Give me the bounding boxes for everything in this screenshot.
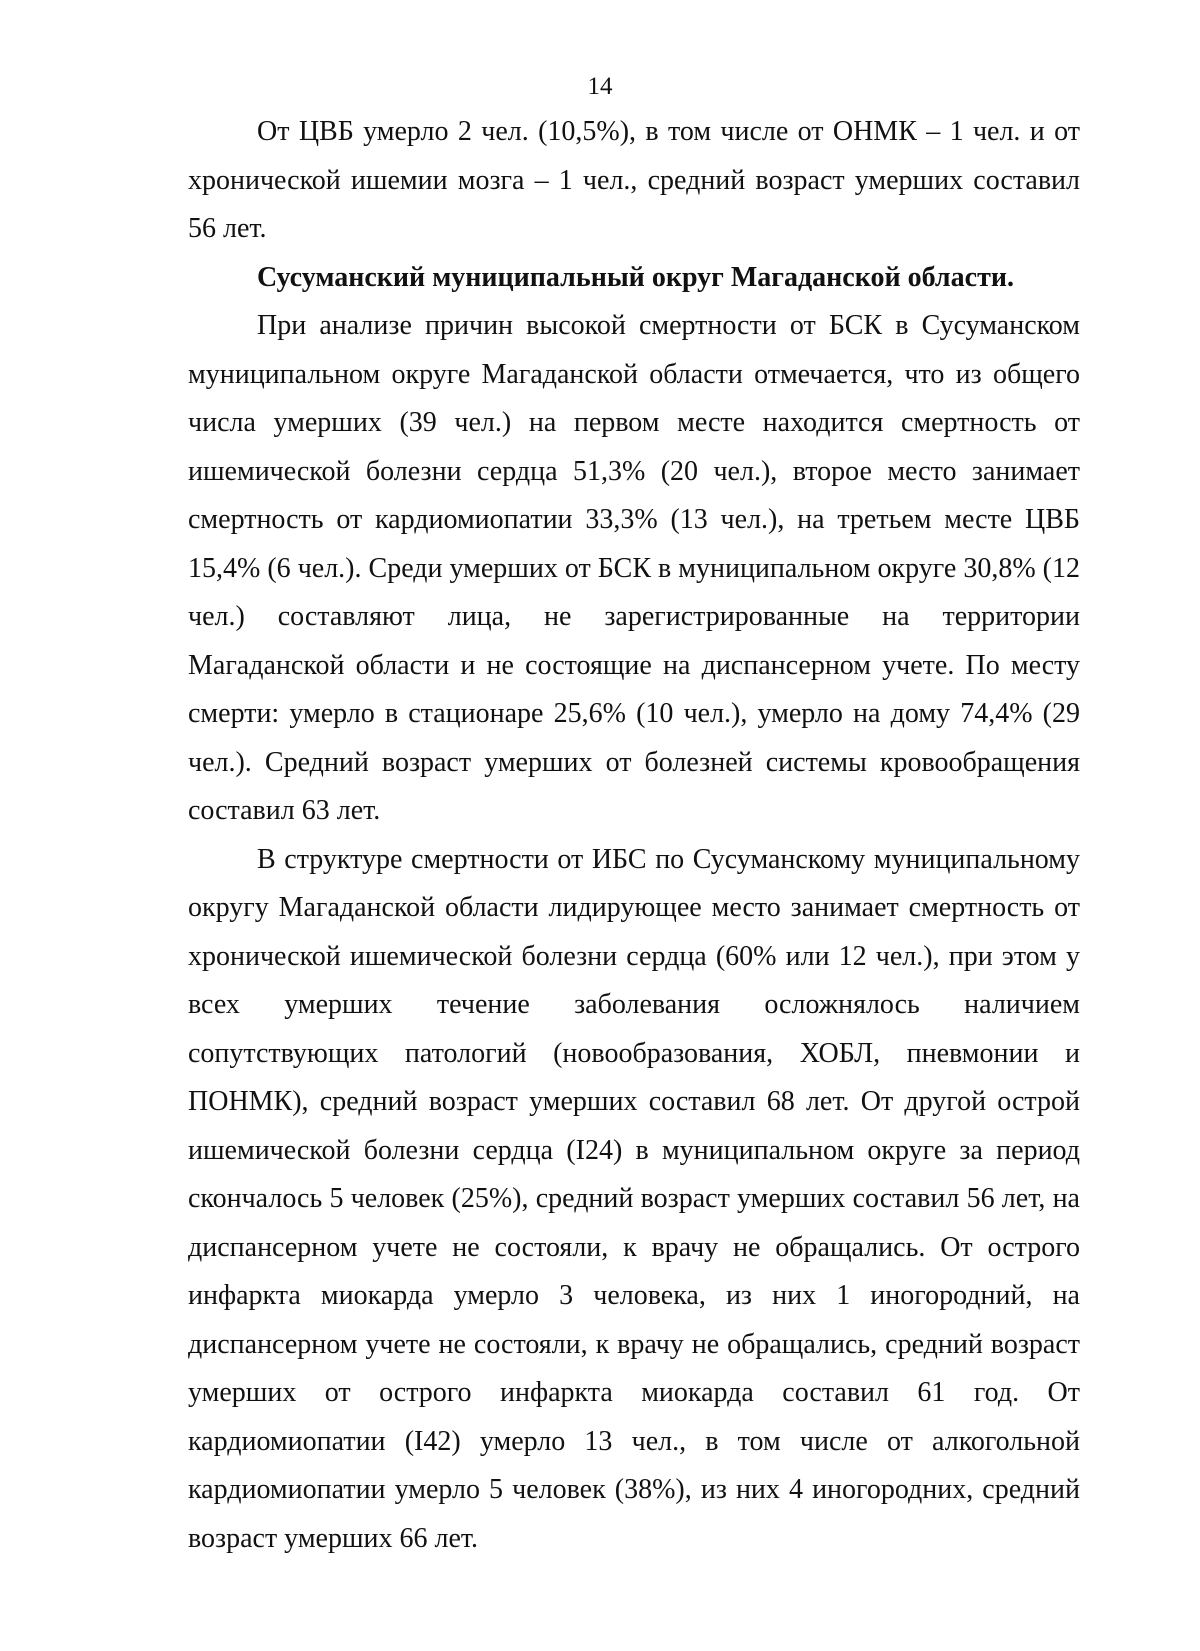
document-body (188, 108, 1080, 1563)
page-number: 14 (587, 73, 613, 100)
paragraph-cvb-deaths: От ЦВБ умерло 2 чел. (10,5%), в том числе от ОНМК – 1 чел. и от хронической ишемии мозга – 1 чел., средний возраст умерших составил 56 лет. (188, 116, 1080, 244)
section-heading: Сусуманский муниципальный округ Магаданской области. (257, 261, 1014, 293)
paragraph-mortality-analysis: При анализе причин высокой смертности от БСК в Сусуманском муниципальном округе Магаданской области отмечается, что из общего числа умерших (39 чел.) на первом месте находится смертность от ишемической болезни сердца 51,3% (20 чел.), второе место занимает смертность от кардиомиопатии 33,3% (13 чел.), на третьем месте ЦВБ 15,4% (6 чел.). Среди умерших от БСК в муниципальном округе 30,8% (12 чел.) составляют лица, не зарегистрированные на территории Магаданской области и не состоящие на диспансерном учете. По месту смерти: умерло в стационаре 25,6% (10 чел.), умерло на дому 74,4% (29 чел.). Средний возраст умерших от болезней системы кровообращения составил 63 лет. (188, 310, 1080, 826)
paragraph-ibs-structure: В структуре смертности от ИБС по Сусуманскому муниципальному округу Магаданской области лидирующее место занимает смертность от хронической ишемической болезни сердца (60% или 12 чел.), при этом у всех умерших течение заболевания осложнялось наличием сопутствующих патологий (новообразования, ХОБЛ, пневмонии и ПОНМК), средний возраст умерших составил 68 лет. От другой острой ишемической болезни сердца (I24) в муниципальном округе за период скончалось 5 человек (25%), средний возраст умерших составил 56 лет, на диспансерном учете не состояли, к врачу не обращались. От острого инфаркта миокарда умерло 3 человека, из них 1 иногородний, на диспансерном учете не состояли, к врачу не обращались, средний возраст умерших от острого инфаркта миокарда составил 61 год. От кардиомиопатии (I42) умерло 13 чел., в том числе от алкогольной кардиомиопатии умерло 5 человек (38%), из них 4 иногородних, средний возраст умерших 66 лет. (188, 843, 1080, 1554)
